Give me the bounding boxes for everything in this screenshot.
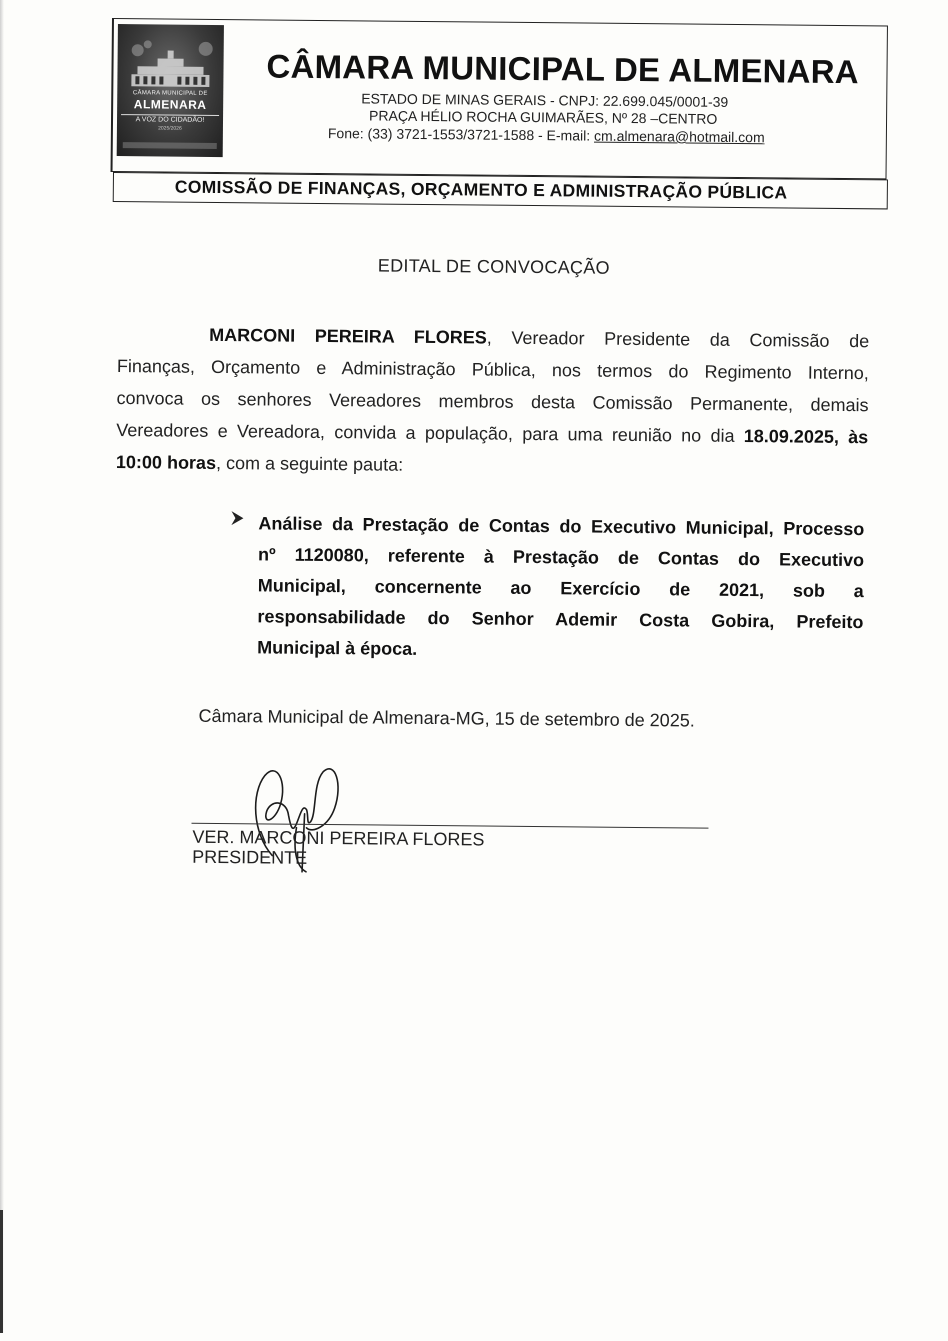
agenda-item (231, 508, 871, 659)
agenda-text (257, 508, 864, 669)
signer-role: PRESIDENTE (192, 846, 308, 868)
contact-email-link[interactable]: cm.almenara@hotmail.com (593, 127, 765, 146)
agenda-line: Municipal à época. (257, 637, 418, 659)
organization-state-cnpj: ESTADO DE MINAS GERAIS - CNPJ: 22.699.045/0001-39 (361, 90, 729, 110)
place-and-date: Câmara Municipal de Almenara-MG, 15 de setembro de 2025. (198, 705, 695, 731)
logo-caption-top: CÂMARA MUNICIPAL DE (132, 90, 208, 97)
meeting-time: 10:00 horas (115, 451, 217, 473)
paragraph-line: Finanças, Orçamento e Administração Pública, nos termos do Regimento Interno, (116, 355, 869, 384)
logo-caption-name: ALMENARA (133, 97, 207, 112)
paragraph-text: , com a seguinte pauta: (215, 452, 404, 475)
agenda-line: responsabilidade do Senhor Ademir Costa Gobira, Prefeito (257, 606, 864, 633)
agenda-line: Municipal, concernente ao Exercício de 2021, sob a (257, 575, 864, 602)
contact-phone: Fone: (33) 3721-1553/3721-1588 - E-mail: (327, 125, 595, 144)
document-title: EDITAL DE CONVOCAÇÃO (377, 255, 610, 278)
paragraph-line: convoca os senhores Vereadores membros desta Comissão Permanente, demais (116, 387, 869, 416)
agenda-line: nº 1120080, referente à Prestação de Contas do Executivo (257, 544, 865, 571)
organization-title: CÂMARA MUNICIPAL DE ALMENARA (266, 47, 859, 91)
president-name: MARCONI PEREIRA FLORES (209, 324, 487, 348)
organization-address: PRAÇA HÉLIO ROCHA GUIMARÃES, Nº 28 –CENTRO (368, 107, 718, 127)
arrowhead-bullet-icon (230, 510, 244, 531)
paragraph-text: Vereadores e Vereadora, convida a população, para uma reunião no dia (116, 419, 744, 446)
logo-term: 2025/2026 (158, 125, 182, 132)
convocation-paragraph (116, 318, 870, 485)
agenda-line: Análise da Prestação de Contas do Executivo Municipal, Processo (258, 513, 865, 540)
meeting-date: 18.09.2025, às (743, 425, 869, 448)
logo-slogan: A VOZ DO CIDADÃO! (121, 114, 219, 124)
signer-name: VER. MARCONI PEREIRA FLORES (192, 826, 485, 850)
committee-name: COMISSÃO DE FINANÇAS, ORÇAMENTO E ADMINISTRAÇÃO PÚBLICA (174, 176, 788, 203)
paragraph-text: , Vereador Presidente da Comissão de (486, 327, 870, 352)
